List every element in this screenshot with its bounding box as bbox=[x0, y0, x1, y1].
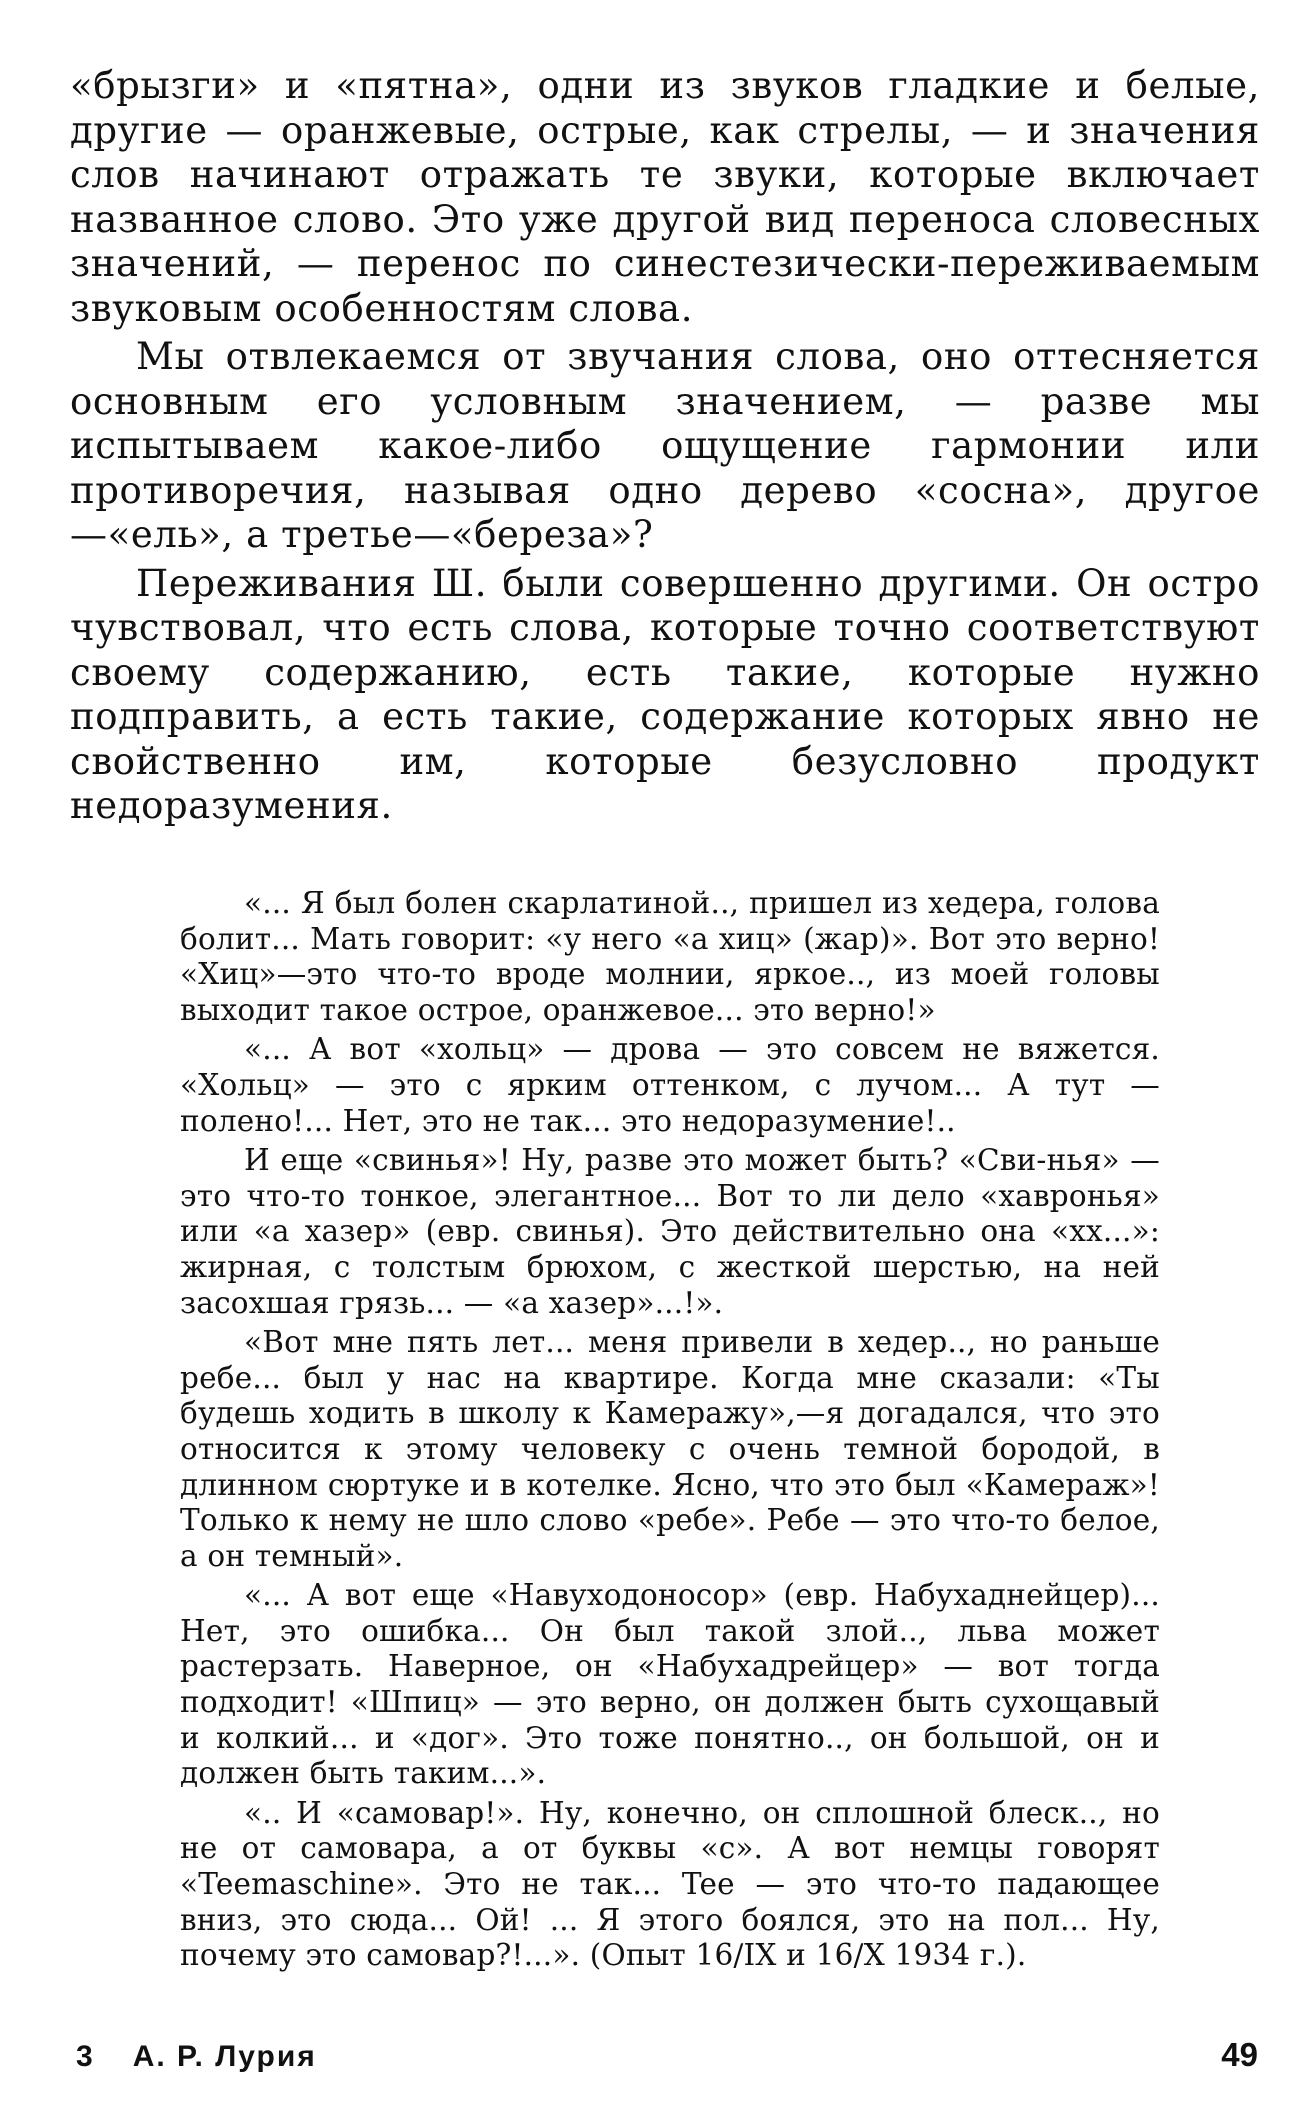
footer-author: А. Р. Лурия bbox=[132, 2040, 317, 2073]
quotation-block bbox=[180, 886, 1160, 1978]
main-body-text bbox=[70, 64, 1260, 833]
page-number: 49 bbox=[1221, 2036, 1258, 2073]
quote-paragraph: «... Я был болен скарлатиной.., пришел из хедера, голова болит... Мать говорит: «у него «а хиц» (жар)». Вот это верно! «Хиц»—это что-то вроде молнии, яркое.., из моей головы выходит такое острое, оранжевое... это верно!» bbox=[180, 886, 1160, 1027]
body-paragraph-continued: «брызги» и «пятна», одни из звуков гладкие и белые, другие — оранжевые, острые, как стрелы, — и значения слов начинают отражать те звуки, которые включает названное слово. Это уже другой вид переноса словесных значений, — перенос по синестезически-переживаемым звуковым особенностям слова. bbox=[70, 64, 1260, 330]
quote-paragraph: «Вот мне пять лет... меня привели в хедер.., но раньше ребе... был у нас на квартире. Когда мне сказали: «Ты будешь ходить в школу к Камеражу»,—я догадался, что это относится к этому человеку с очень темной бородой, в длинном сюртуке и в котелке. Ясно, что это был «Камераж»! Только к нему не шло слово «ребе». Ребе — это что-то белое, а он темный». bbox=[180, 1325, 1160, 1573]
quote-paragraph: «.. И «самовар!». Ну, конечно, он сплошной блеск.., но не от самовара, а от буквы «с». А вот немцы говорят «Teemaschine». Это не так... Tee — это что-то падающее вниз, это сюда... Ой! ... Я этого боялся, это на пол... Ну, почему это самовар?!...». (Опыт 16/IX и 16/X 1934 г.). bbox=[180, 1795, 1160, 1973]
quote-paragraph: «... А вот еще «Навуходоносор» (евр. Набухаднейцер)... Нет, это ошибка... Он был такой злой.., льва может растерзать. Наверное, он «Набухадрейцер» — вот тогда подходит! «Шпиц» — это верно, он должен быть сухощавый и колкий... и «дог». Это тоже понятно.., он большой, он и должен быть таким...». bbox=[180, 1578, 1160, 1791]
footer-signature bbox=[76, 2040, 317, 2074]
body-paragraph: Мы отвлекаемся от звучания слова, оно оттесняется основным его условным значением, — разве мы испытываем какое-либо ощущение гармонии или противоречия, называя одно дерево «сосна», другое—«ель», а третье—«береза»? bbox=[70, 335, 1260, 556]
quote-paragraph: «... А вот «хольц» — дрова — это совсем не вяжется. «Хольц» — это с ярким оттенком, с лучом... А тут — полено!... Нет, это не так... это недоразумение!.. bbox=[180, 1032, 1160, 1138]
signature-number: 3 bbox=[76, 2040, 95, 2073]
body-paragraph: Переживания Ш. были совершенно другими. Он остро чувствовал, что есть слова, которые точно соответствуют своему содержанию, есть такие, которые нужно подправить, а есть такие, содержание которых явно не свойственно им, которые безусловно продукт недоразумения. bbox=[70, 561, 1260, 827]
quote-paragraph: И еще «свинья»! Ну, разве это может быть? «Сви-нья» — это что-то тонкое, элегантное... Вот то ли дело «хавронья» или «а хазер» (евр. свинья). Это действительно она «хх...»: жирная, с толстым брюхом, с жесткой шерстью, на ней засохшая грязь... — «а хазер»...!». bbox=[180, 1143, 1160, 1320]
